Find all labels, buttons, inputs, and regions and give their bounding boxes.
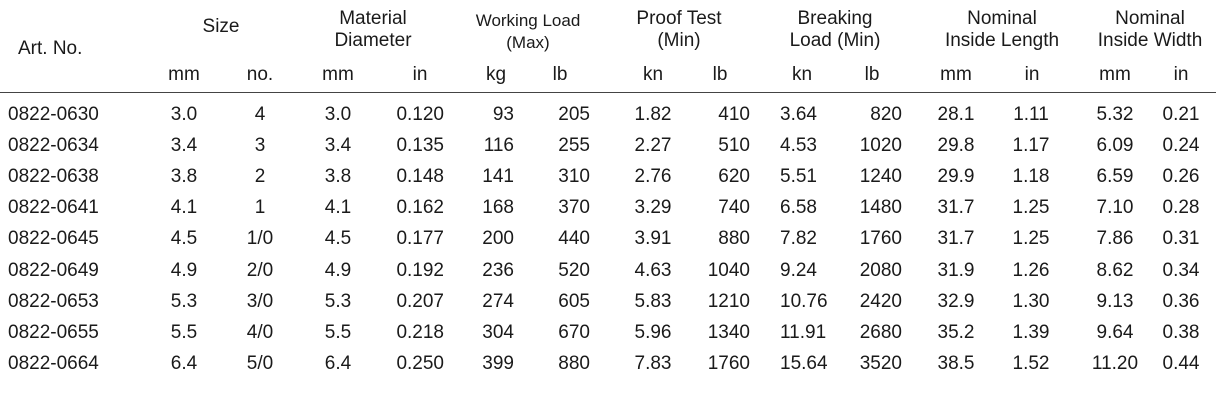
unit-length-mm: mm xyxy=(940,64,972,85)
table-cell: 0.44 xyxy=(1162,352,1200,374)
table-cell: 399 xyxy=(482,352,514,374)
table-cell: 1.30 xyxy=(1012,290,1050,312)
header-proof-test xyxy=(614,8,744,52)
table-cell: 1040 xyxy=(707,259,750,281)
unit-proof-lb: lb xyxy=(712,64,728,85)
table-cell: 11.20 xyxy=(1091,352,1139,374)
table-cell: 440 xyxy=(558,228,590,250)
table-cell: 4.63 xyxy=(634,259,672,281)
unit-diameter-mm: mm xyxy=(322,64,354,85)
table-cell: 7.83 xyxy=(634,352,672,374)
table-cell: 0822-0653 xyxy=(8,290,99,312)
table-cell: 0.28 xyxy=(1162,197,1200,219)
table-cell: 1/0 xyxy=(246,228,274,250)
table-cell: 6.58 xyxy=(780,197,817,219)
table-cell: 1.39 xyxy=(1012,321,1050,343)
header-material-diameter xyxy=(318,8,428,52)
table-cell: 520 xyxy=(558,259,590,281)
table-cell: 35.2 xyxy=(937,321,975,343)
table-cell: 740 xyxy=(718,197,750,219)
table-cell: 4.9 xyxy=(324,259,352,281)
table-cell: 3.4 xyxy=(170,135,198,157)
table-cell: 1.26 xyxy=(1012,259,1050,281)
header-working-load-line2: (Max) xyxy=(506,33,550,52)
table-cell: 3.4 xyxy=(324,135,352,157)
table-cell: 15.64 xyxy=(780,352,828,374)
header-material-diameter-line1: Material xyxy=(339,8,407,29)
table-cell: 670 xyxy=(558,321,590,343)
table-cell: 4/0 xyxy=(246,321,274,343)
unit-breaking-lb: lb xyxy=(864,64,880,85)
table-cell: 0.218 xyxy=(396,321,444,343)
table-cell: 3.29 xyxy=(634,197,672,219)
table-cell: 2680 xyxy=(859,321,902,343)
table-cell: 5/0 xyxy=(246,352,274,374)
table-cell: 5.96 xyxy=(634,321,672,343)
table-cell: 3 xyxy=(254,135,266,157)
table-cell: 0.148 xyxy=(396,166,444,188)
table-cell: 4.5 xyxy=(324,228,352,250)
header-working-load-line1: Working Load xyxy=(475,11,581,30)
table-cell: 5.83 xyxy=(634,290,672,312)
table-cell: 0.192 xyxy=(396,259,444,281)
table-cell: 410 xyxy=(718,104,750,125)
header-working-load xyxy=(458,10,598,54)
header-breaking-load-line1: Breaking xyxy=(797,8,873,29)
unit-working-kg: kg xyxy=(485,64,507,85)
unit-size-no: no. xyxy=(246,64,274,85)
header-divider xyxy=(0,92,1216,93)
table-cell: 236 xyxy=(482,259,514,281)
unit-diameter-in: in xyxy=(412,64,428,85)
table-cell: 3.64 xyxy=(780,104,817,125)
table-cell: 0.26 xyxy=(1162,166,1200,188)
table-cell: 1.25 xyxy=(1012,197,1050,219)
table-cell: 3/0 xyxy=(246,290,274,312)
table-cell: 304 xyxy=(482,321,514,343)
unit-working-lb: lb xyxy=(552,64,568,85)
table-cell: 880 xyxy=(558,352,590,374)
table-cell: 29.9 xyxy=(937,166,975,188)
table-cell: 1210 xyxy=(707,290,750,312)
table-cell: 9.24 xyxy=(780,259,817,281)
table-cell: 5.5 xyxy=(324,321,352,343)
table-cell: 6.09 xyxy=(1096,135,1134,157)
unit-width-mm: mm xyxy=(1099,64,1131,85)
header-breaking-load-line2: Load (Min) xyxy=(789,30,881,51)
table-cell: 370 xyxy=(558,197,590,219)
table-cell: 6.4 xyxy=(170,352,198,374)
header-material-diameter-line2: Diameter xyxy=(334,30,412,51)
header-proof-test-line1: Proof Test xyxy=(636,8,722,29)
table-cell: 620 xyxy=(718,166,750,188)
table-cell: 2420 xyxy=(859,290,902,312)
header-size: Size xyxy=(202,16,240,37)
table-cell: 0.31 xyxy=(1162,228,1200,250)
table-cell: 168 xyxy=(482,197,514,219)
table-cell: 205 xyxy=(558,104,590,125)
table-cell: 2 xyxy=(254,166,266,188)
table-cell: 32.9 xyxy=(937,290,975,312)
table-cell: 880 xyxy=(718,228,750,250)
table-cell: 0.24 xyxy=(1162,135,1200,157)
header-art-no: Art. No. xyxy=(18,38,83,59)
table-cell: 0822-0649 xyxy=(8,259,99,281)
header-nominal-inside-width xyxy=(1086,8,1214,52)
table-cell: 7.82 xyxy=(780,228,817,250)
table-cell: 3.0 xyxy=(324,104,352,125)
table-cell: 1 xyxy=(254,197,266,219)
table-cell: 0822-0664 xyxy=(8,352,99,374)
table-cell: 0.135 xyxy=(396,135,444,157)
header-nominal-inside-width-line2: Inside Width xyxy=(1097,30,1203,51)
table-cell: 1.17 xyxy=(1012,135,1050,157)
table-cell: 31.9 xyxy=(937,259,975,281)
table-cell: 1340 xyxy=(707,321,750,343)
table-cell: 4.9 xyxy=(170,259,198,281)
table-cell: 8.62 xyxy=(1096,259,1134,281)
table-cell: 0822-0645 xyxy=(8,228,99,250)
unit-size-mm: mm xyxy=(168,64,200,85)
table-cell: 820 xyxy=(870,104,902,125)
table-cell: 1020 xyxy=(859,135,902,157)
table-cell: 0.34 xyxy=(1162,259,1200,281)
table-cell: 9.13 xyxy=(1096,290,1134,312)
table-cell: 10.76 xyxy=(780,290,828,312)
table-cell: 28.1 xyxy=(937,104,975,125)
table-cell: 1.25 xyxy=(1012,228,1050,250)
table-cell: 2.76 xyxy=(634,166,672,188)
table-cell: 1.52 xyxy=(1012,352,1050,374)
table-cell: 1760 xyxy=(707,352,750,374)
table-cell: 3.8 xyxy=(170,166,198,188)
table-cell: 2.27 xyxy=(634,135,672,157)
table-cell: 200 xyxy=(482,228,514,250)
table-cell: 255 xyxy=(558,135,590,157)
table-cell: 310 xyxy=(558,166,590,188)
table-cell: 141 xyxy=(482,166,514,188)
table-cell: 0822-0634 xyxy=(8,135,99,157)
table-cell: 29.8 xyxy=(937,135,975,157)
unit-breaking-kn: kn xyxy=(791,64,813,85)
header-nominal-inside-width-line1: Nominal xyxy=(1115,8,1185,29)
table-cell: 0.250 xyxy=(396,352,444,374)
table-cell: 31.7 xyxy=(937,228,975,250)
table-cell: 0.207 xyxy=(396,290,444,312)
table-cell: 0.162 xyxy=(396,197,444,219)
table-cell: 274 xyxy=(482,290,514,312)
table-cell: 3520 xyxy=(859,352,902,374)
unit-width-in: in xyxy=(1173,64,1189,85)
table-cell: 0822-0638 xyxy=(8,166,99,188)
table-cell: 7.86 xyxy=(1096,228,1134,250)
header-nominal-inside-length-line1: Nominal xyxy=(967,8,1037,29)
table-cell: 4.53 xyxy=(780,135,817,157)
table-cell: 4 xyxy=(254,104,266,125)
table-cell: 0.21 xyxy=(1162,104,1200,125)
table-cell: 5.51 xyxy=(780,166,817,188)
table-cell: 4.1 xyxy=(170,197,198,219)
table-cell: 38.5 xyxy=(937,352,975,374)
table-cell: 31.7 xyxy=(937,197,975,219)
header-nominal-inside-length xyxy=(928,8,1076,52)
table-cell: 4.5 xyxy=(170,228,198,250)
table-cell: 2080 xyxy=(859,259,902,281)
unit-proof-kn: kn xyxy=(642,64,664,85)
table-cell: 1480 xyxy=(859,197,902,219)
table-cell: 11.91 xyxy=(780,321,827,343)
table-cell: 1.18 xyxy=(1012,166,1050,188)
table-cell: 5.5 xyxy=(170,321,198,343)
table-cell: 0.38 xyxy=(1162,321,1200,343)
table-cell: 0.177 xyxy=(396,228,444,250)
header-proof-test-line2: (Min) xyxy=(657,30,701,51)
table-cell: 93 xyxy=(492,104,514,125)
header-nominal-inside-length-line2: Inside Length xyxy=(944,30,1060,51)
table-cell: 3.91 xyxy=(634,228,672,250)
table-cell: 1.11 xyxy=(1013,104,1049,125)
table-cell: 3.0 xyxy=(170,104,198,125)
table-cell: 7.10 xyxy=(1096,197,1134,219)
table-cell: 0.120 xyxy=(396,104,444,125)
table-cell: 5.32 xyxy=(1096,104,1134,125)
table-cell: 6.59 xyxy=(1096,166,1134,188)
header-breaking-load xyxy=(770,8,900,52)
table-cell: 2/0 xyxy=(246,259,274,281)
table-cell: 0822-0641 xyxy=(8,197,99,219)
table-cell: 0822-0630 xyxy=(8,104,99,125)
table-cell: 605 xyxy=(558,290,590,312)
table-cell: 116 xyxy=(483,135,514,157)
table-cell: 510 xyxy=(718,135,750,157)
table-cell: 1240 xyxy=(859,166,902,188)
table-cell: 4.1 xyxy=(324,197,352,219)
table-cell: 6.4 xyxy=(324,352,352,374)
table-cell: 0822-0655 xyxy=(8,321,99,343)
table-cell: 1760 xyxy=(859,228,902,250)
table-cell: 9.64 xyxy=(1096,321,1134,343)
table-cell: 0.36 xyxy=(1162,290,1200,312)
table-cell: 5.3 xyxy=(170,290,198,312)
unit-length-in: in xyxy=(1024,64,1040,85)
table-cell: 1.82 xyxy=(634,104,672,125)
table-cell: 5.3 xyxy=(324,290,352,312)
table-cell: 3.8 xyxy=(324,166,352,188)
